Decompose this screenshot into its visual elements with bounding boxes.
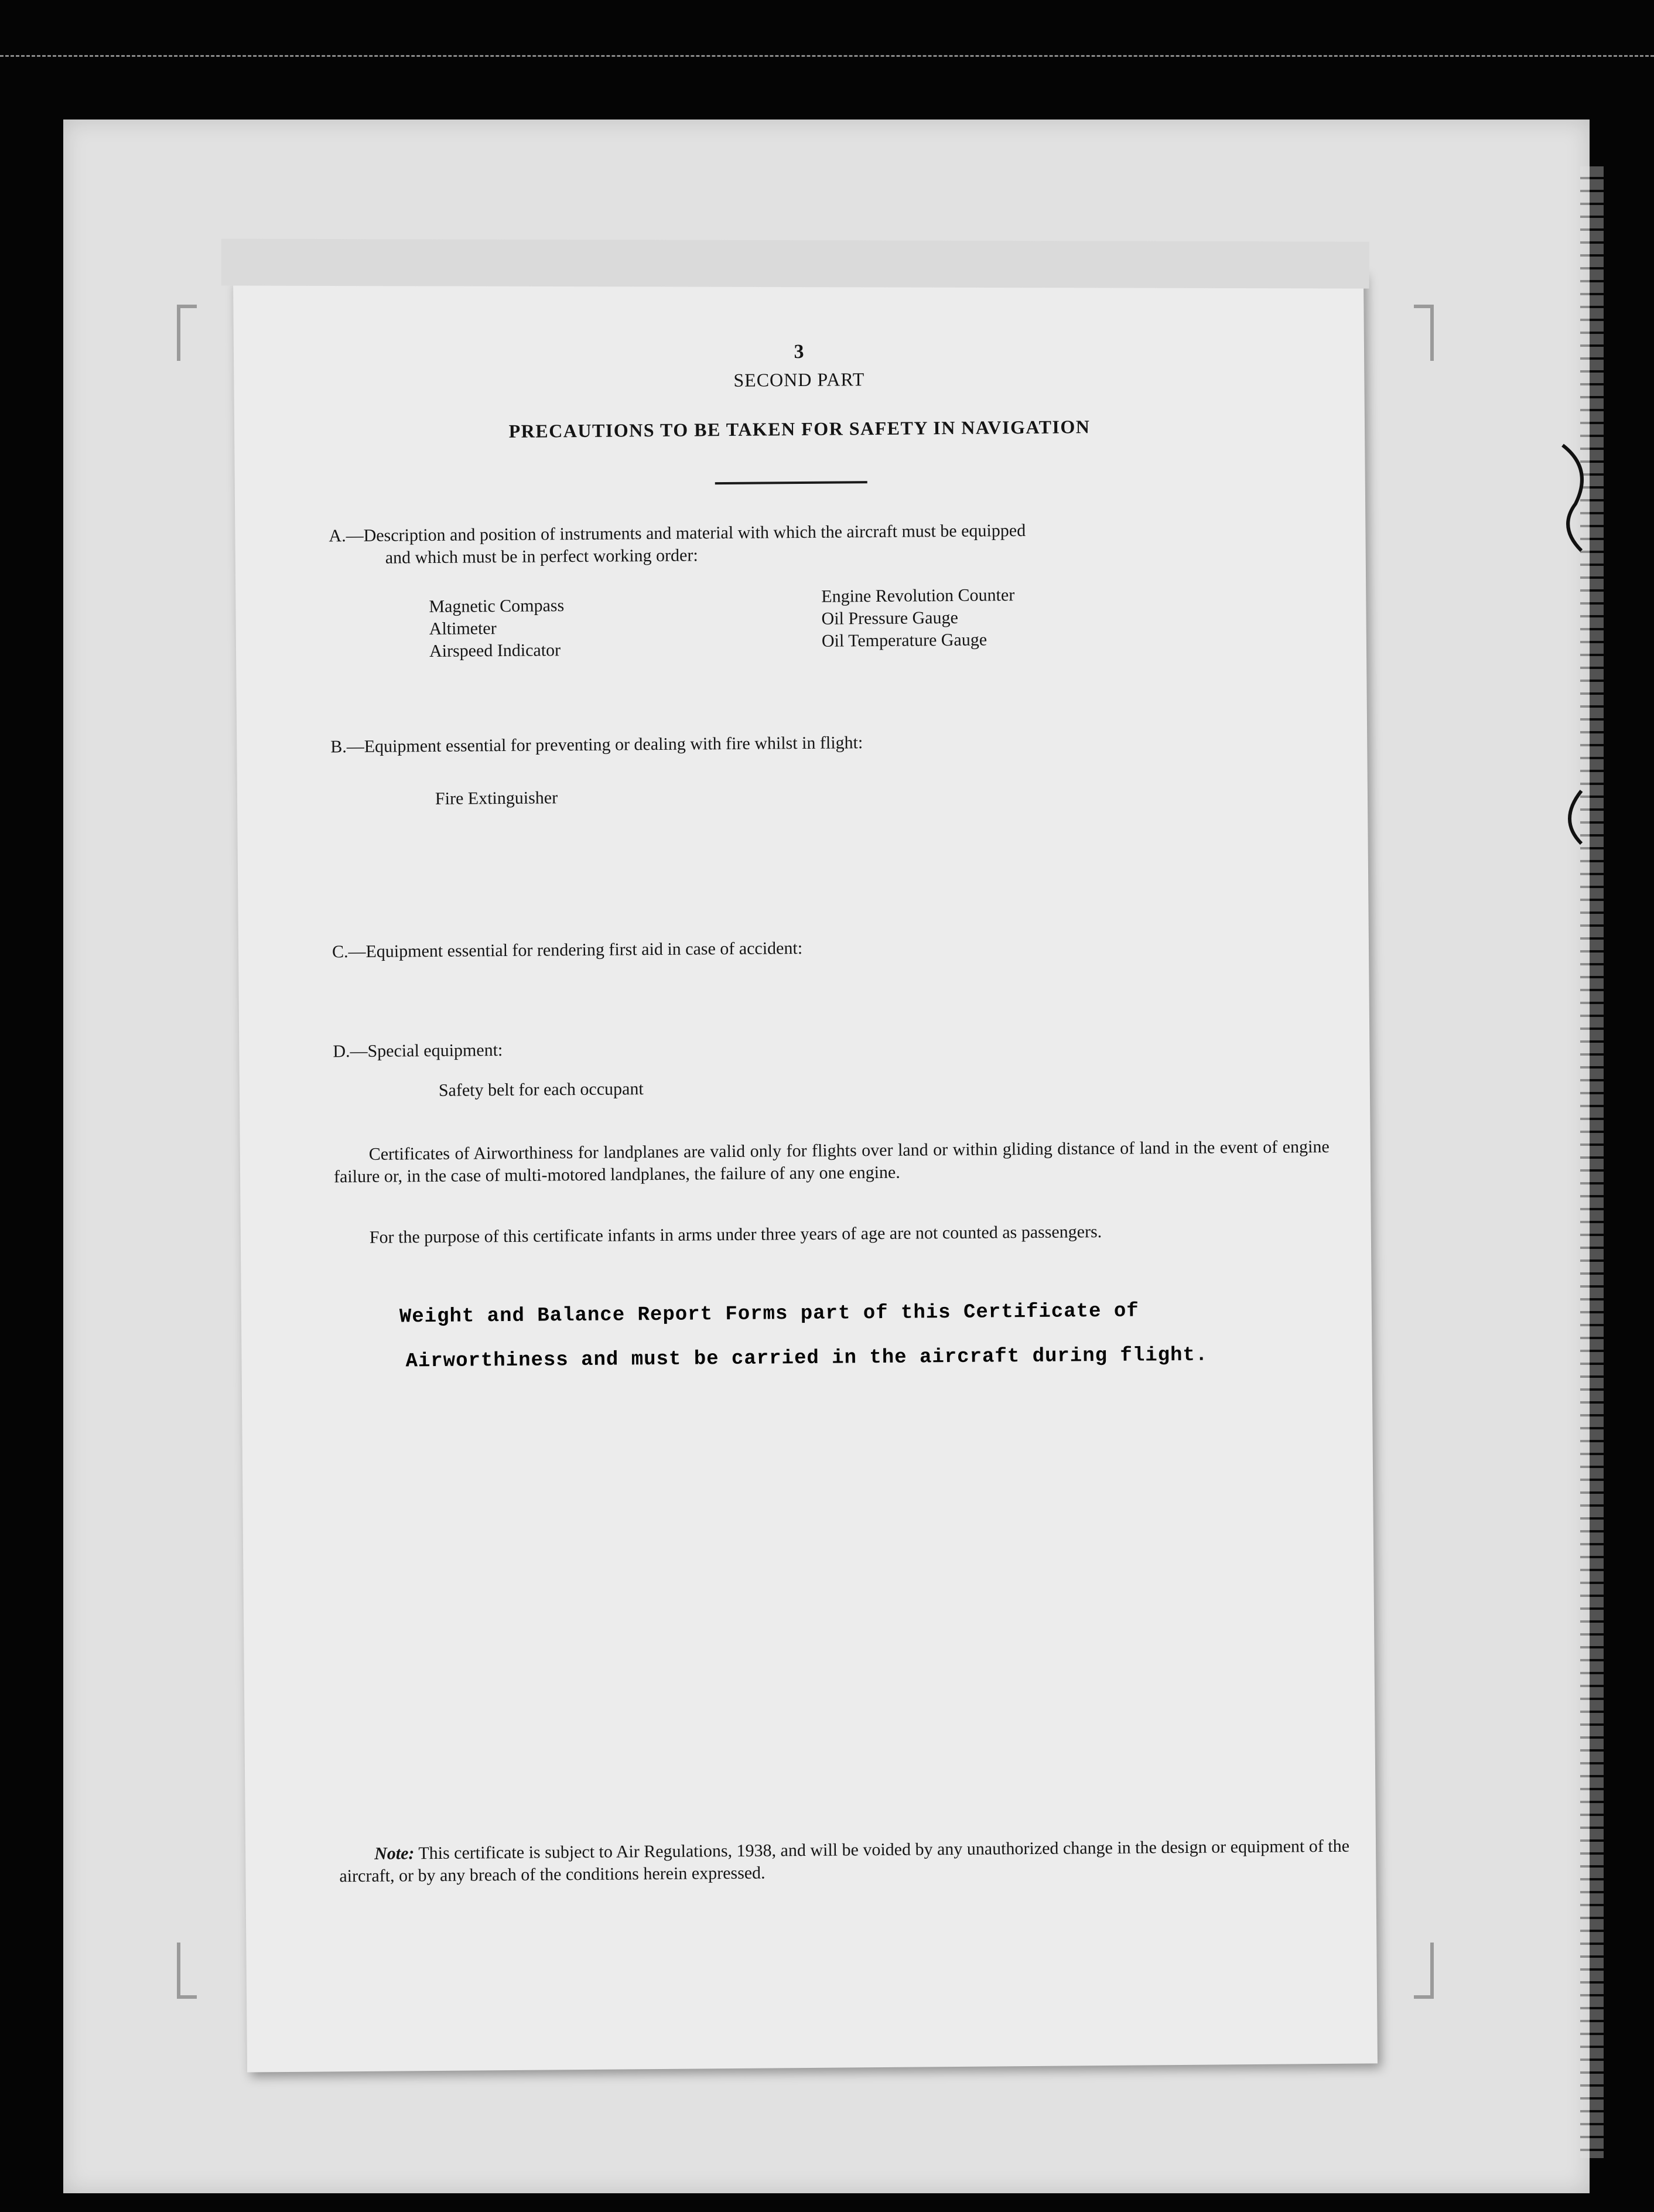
airworthiness-paragraph: Certificates of Airworthiness for landplanes are valid only for flights over land or within gliding distance of land in the event of engine failure or, in the case of multi-motored landplanes, the failure of any one engine. — [333, 1136, 1330, 1187]
fire-equipment-item: Fire Extinguisher — [435, 788, 558, 808]
page-number: 3 — [794, 340, 804, 363]
infants-paragraph: For the purpose of this certificate infants in arms under three years of age are not counted as passengers. — [369, 1222, 1102, 1247]
heading-divider — [715, 481, 867, 484]
instrument-item: Oil Temperature Gauge — [821, 630, 987, 651]
section-c-heading: C.—Equipment essential for rendering first aid in case of accident: — [332, 938, 803, 962]
document-page — [233, 271, 1378, 2072]
stamp-line-1: Weight and Balance Report Forms part of this Certificate of — [399, 1300, 1139, 1329]
section-d-heading: D.—Special equipment: — [333, 1040, 503, 1061]
section-a-line-1: A.—Description and position of instruments and material with which the aircraft must be equipped — [329, 521, 1026, 546]
instrument-item: Altimeter — [429, 619, 497, 639]
section-a-heading — [329, 517, 1325, 569]
instrument-item: Airspeed Indicator — [429, 640, 561, 661]
special-equipment-item: Safety belt for each occupant — [438, 1079, 644, 1100]
instrument-list-right — [821, 584, 1015, 653]
instrument-item: Engine Revolution Counter — [821, 585, 1015, 606]
edge-mark — [1570, 791, 1581, 844]
part-title: SECOND PART — [733, 368, 865, 391]
page-heading: PRECAUTIONS TO BE TAKEN FOR SAFETY IN NAVIGATION — [508, 416, 1091, 442]
section-b-heading: B.—Equipment essential for preventing or dealing with fire whilst in flight: — [330, 733, 863, 757]
section-a-line-2: and which must be in perfect working order: — [385, 545, 698, 568]
stamp-line-2: Airworthiness and must be carried in the aircraft during flight. — [405, 1344, 1208, 1373]
note-paragraph — [339, 1835, 1359, 1888]
instrument-list-left — [429, 595, 565, 663]
note-text: This certificate is subject to Air Regulations, 1938, and will be voided by any unauthorized change in the design or equipment of the aircraft, or by any breach of the conditions herein expressed. — [339, 1836, 1350, 1886]
instrument-item: Magnetic Compass — [429, 596, 565, 617]
edge-mark — [1563, 445, 1582, 551]
note-label: Note: — [374, 1844, 415, 1863]
instrument-item: Oil Pressure Gauge — [821, 607, 958, 629]
